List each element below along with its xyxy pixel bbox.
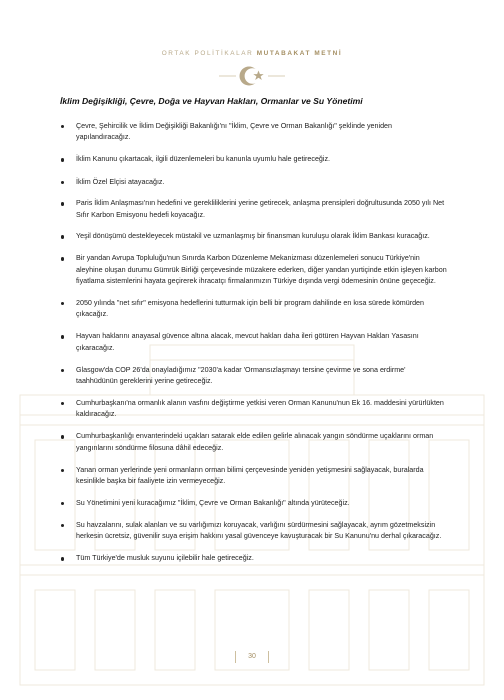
- bullet-icon: [61, 369, 64, 372]
- bullet-icon: [61, 302, 64, 305]
- list-item-text: İklim Özel Elçisi atayacağız.: [76, 177, 165, 186]
- list-item: [60, 253, 447, 287]
- list-item: [60, 231, 447, 242]
- bullet-icon: [61, 257, 64, 260]
- running-header: [0, 50, 504, 57]
- bullet-icon: [61, 502, 64, 505]
- list-item-text: Glasgow'da COP 26'da onayladığımız "2030'a kadar 'Ormansızlaşmayı tersine çevirme ve sona erdirme' taahhüdünün gereklerini yerine getireceğiz.: [76, 365, 406, 386]
- list-item: [60, 331, 447, 354]
- list-item: [60, 177, 447, 188]
- bullet-icon: [61, 335, 64, 338]
- list-item: [60, 298, 447, 321]
- bullet-icon: [61, 125, 64, 128]
- bullet-icon: [61, 402, 64, 405]
- list-item-text: Su Yönetimini yeni kuracağımız "İklim, Çevre ve Orman Bakanlığı" altında yürüteceğiz.: [76, 498, 350, 507]
- list-item-text: Cumhurbaşkanı'na ormanlık alanın vasfını değiştirme yetkisi veren Orman Kanunu'nun Ek 16. maddesini yürürlükten kaldıracağız.: [76, 399, 444, 419]
- list-item: [60, 365, 447, 388]
- bullet-icon: [61, 435, 64, 438]
- section-title: İklim Değişikliği, Çevre, Doğa ve Hayvan Hakları, Ormanlar ve Su Yönetimi: [60, 96, 363, 106]
- bullet-icon: [61, 557, 64, 560]
- list-item: [60, 553, 447, 564]
- bullet-icon: [61, 524, 64, 527]
- list-item-text: İklim Kanunu çıkartacak, ilgili düzenlemeleri bu kanunla uyumlu hale getireceğiz.: [76, 155, 331, 164]
- list-item-text: 2050 yılında "net sıfır" emisyona hedeflerini tutturmak için belli bir program dahilinde en kısa sürede kömürden çıkacağız.: [76, 299, 425, 319]
- list-item: [60, 154, 447, 165]
- list-item: [60, 465, 447, 488]
- list-item: [60, 121, 447, 144]
- bullet-icon: [61, 181, 64, 184]
- list-item-text: Yeşil dönüşümü destekleyecek müstakil ve uzmanlaşmış bir finansman kuruluşu olarak İklim Bankası kuracağız.: [76, 232, 430, 241]
- emblem: [0, 63, 504, 89]
- list-item-text: Paris İklim Anlaşması'nın hedefini ve gerekliliklerini yerine getirecek, anlaşma prensipleri doğrultusunda 2050 yılı Net Sıfır Karbon Emisyonu hedefi koyacağız.: [76, 199, 445, 219]
- list-item-text: Su havzalarını, sulak alanları ve su varlığımızı koruyacak, varlığını sürdürmesini sağlayacak, ayrım gözetmeksizin herkesin ücretsiz, güvenilir suya erişim hakkını yasal güvenceye kavuşturacak bir Su Kanunu'nu derhal çıkaracağız.: [76, 520, 442, 541]
- list-item-text: Çevre, Şehircilik ve İklim Değişikliği Bakanlığı'nı "İklim, Çevre ve Orman Bakanlığı" şeklinde yeniden yapılandıracağız.: [76, 122, 392, 142]
- list-item-text: Yanan orman yerlerinde yeni ormanların orman bilimi çerçevesinde yeniden yetişmesini sağlayacak, buralarda kesinlikle başka bir faaliyete izin vermeyeceğiz.: [76, 465, 424, 486]
- bullet-icon: [61, 469, 64, 472]
- list-item-text: Hayvan haklarını anayasal güvence altına alacak, mevcut hakları daha ileri götüren Hayvan Hakları Yasasını çıkaracağız.: [76, 332, 419, 352]
- list-item: [60, 398, 447, 421]
- page-number: 30: [248, 653, 256, 660]
- list-item-text: Bir yandan Avrupa Topluluğu'nun Sınırda Karbon Düzenleme Mekanizması düzenlemeleri sonucu Türkiye'nin aleyhine oluşan durumu Gümrük Birliği çerçevesinde müzakere ederken, diğer yandan yurtiçinde etkin işleyen karbon fiyatlama sistemlerini hayata geçirerek ihracatçı firmalarımızın Türkiye dışında vergi ödemesinin önüne geçeceğiz.: [76, 254, 447, 286]
- page-number-right-rule: [268, 651, 269, 663]
- list-item: [60, 198, 447, 221]
- list-item-text: Cumhurbaşkanlığı envanterindeki uçakları satarak elde edilen gelirle alınacak yangın söndürme uçaklarını orman yangınlarını söndürme filosuna dâhil edeceğiz.: [76, 432, 434, 452]
- bullet-icon: [61, 202, 64, 205]
- header-prefix: ORTAK POLİTİKALAR: [161, 50, 254, 57]
- list-item: [60, 498, 447, 509]
- bullet-icon: [61, 158, 64, 161]
- list-item-text: Tüm Türkiye'de musluk suyunu içilebilir hale getireceğiz.: [76, 554, 254, 563]
- crescent-star-icon: [0, 63, 504, 89]
- policy-list: [60, 121, 447, 575]
- bullet-icon: [61, 235, 64, 238]
- header-strong: MUTABAKAT METNİ: [256, 50, 343, 57]
- list-item: [60, 520, 447, 543]
- list-item: [60, 431, 447, 454]
